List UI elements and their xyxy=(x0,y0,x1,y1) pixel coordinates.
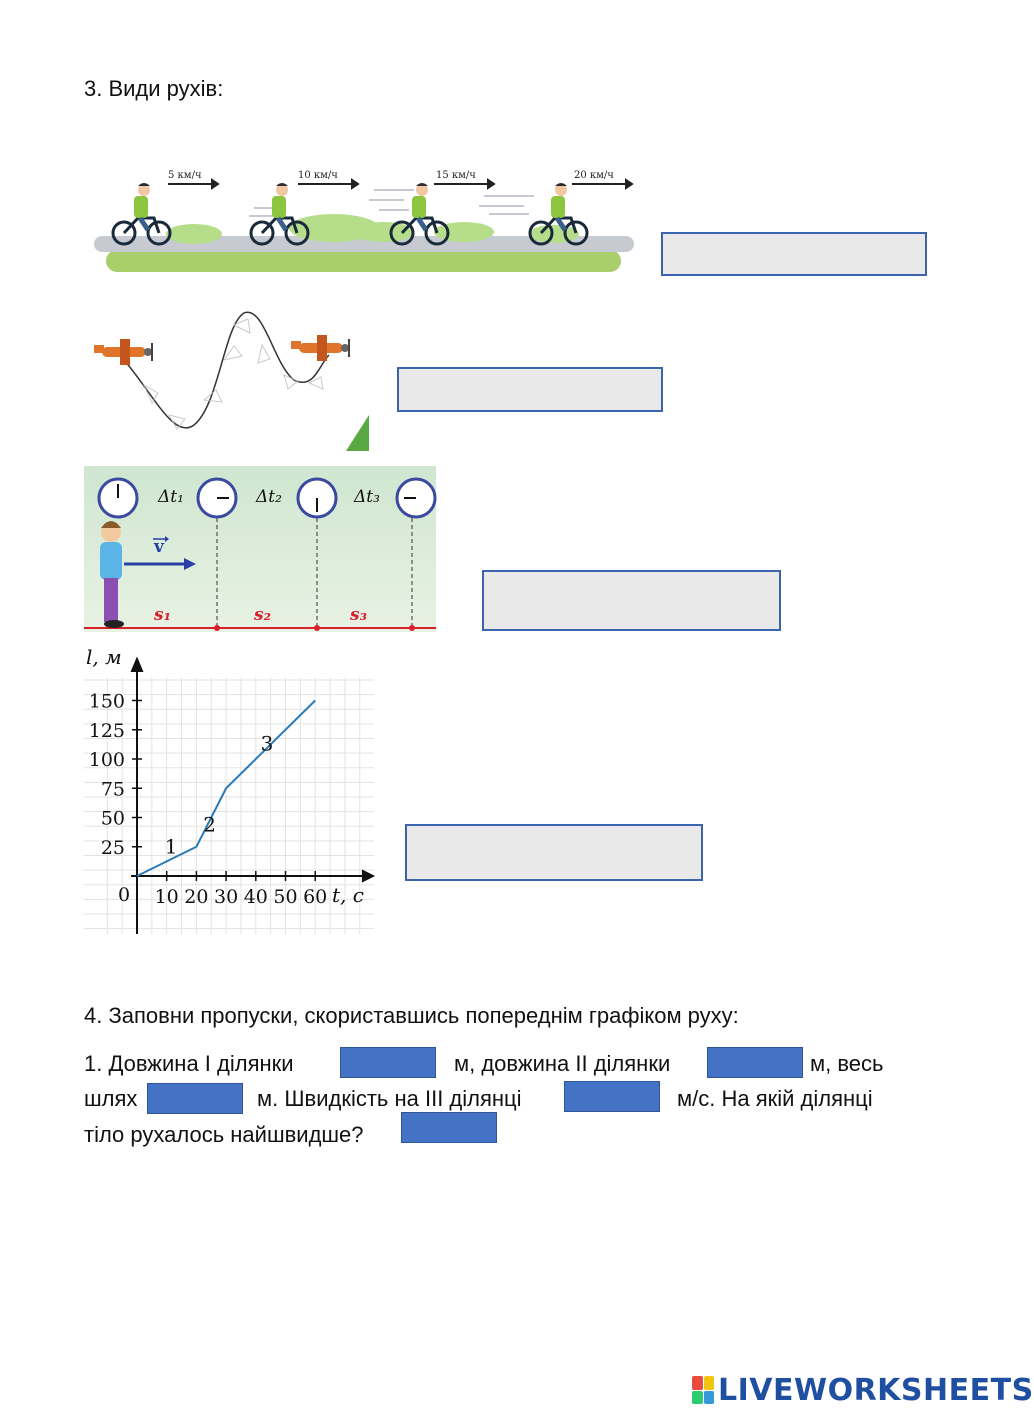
answer-box-2[interactable] xyxy=(397,367,663,412)
x-tick-label: 40 xyxy=(243,886,268,908)
section-4-title: 4. Заповни пропуски, скориставшись попереднім графіком руху: xyxy=(84,1003,739,1028)
speed-label: 15 км/ч xyxy=(436,170,476,181)
section-3-title: 3. Види рухів: xyxy=(84,76,224,101)
x-axis-arrow xyxy=(363,871,373,881)
answer-box-3[interactable] xyxy=(482,570,781,631)
y-tick-label: 100 xyxy=(88,749,125,771)
speed-label: 10 км/ч xyxy=(298,170,338,181)
x-tick-label: 60 xyxy=(303,886,328,908)
blank-input-5[interactable] xyxy=(401,1112,497,1143)
segment-label: 2 xyxy=(203,812,216,837)
chart-svg xyxy=(84,644,374,936)
sentence-part: тіло рухалось найшвидше? xyxy=(84,1122,364,1147)
x-tick-label: 30 xyxy=(214,886,239,908)
sentence-part: м, весь xyxy=(810,1051,884,1076)
x-tick-label: 50 xyxy=(273,886,298,908)
distance-label: s₁ xyxy=(154,605,172,625)
speed-label: 5 км/ч xyxy=(168,170,202,181)
interval-label: Δt₁ xyxy=(158,487,184,507)
answer-box-1[interactable] xyxy=(661,232,927,276)
sentence-part: шлях xyxy=(84,1086,138,1111)
y-tick-label: 125 xyxy=(88,719,125,742)
distance-label: s₃ xyxy=(350,605,368,625)
blank-input-4[interactable] xyxy=(564,1081,660,1112)
blank-input-1[interactable] xyxy=(340,1047,436,1078)
y-axis-label: l, м xyxy=(86,645,122,669)
sentence-part: м, довжина II ділянки xyxy=(454,1051,671,1076)
sentence-part: 1. Довжина I ділянки xyxy=(84,1051,294,1076)
y-tick-label: 50 xyxy=(100,807,125,830)
liveworksheets-logo xyxy=(692,1372,1034,1408)
y-tick-label: 75 xyxy=(100,778,125,801)
plane-picture xyxy=(84,305,369,451)
x-tick-label: 10 xyxy=(154,886,179,908)
logo-text: LIVEWORKSHEETS xyxy=(718,1372,1034,1408)
segment-label: 1 xyxy=(164,834,178,859)
velocity-label: v xyxy=(154,537,164,557)
x-tick-label: 20 xyxy=(184,886,209,908)
y-axis-arrow xyxy=(132,659,142,671)
origin-label: 0 xyxy=(118,884,131,906)
speed-label: 20 км/ч xyxy=(574,170,614,181)
sentence-part: м/с. На якій ділянці xyxy=(677,1086,873,1111)
sentence-part: м. Швидкість на III ділянці xyxy=(257,1086,522,1111)
interval-label: Δt₂ xyxy=(256,487,282,507)
logo-icon xyxy=(692,1376,714,1404)
cyclists-picture xyxy=(84,150,634,280)
y-tick-label: 150 xyxy=(88,690,125,713)
cyclists-illustration xyxy=(84,150,634,280)
blank-input-3[interactable] xyxy=(147,1083,243,1114)
y-tick-label: 25 xyxy=(100,836,125,859)
distance-label: s₂ xyxy=(254,605,272,625)
plane-trajectory-illustration xyxy=(84,305,369,451)
answer-box-4[interactable] xyxy=(405,824,703,881)
distance-time-chart xyxy=(84,644,374,936)
uniform-motion-illustration xyxy=(84,466,436,632)
blank-input-2[interactable] xyxy=(707,1047,803,1078)
interval-label: Δt₃ xyxy=(354,487,380,507)
x-axis-label: t, с xyxy=(332,883,364,907)
walker-picture xyxy=(84,466,436,632)
segment-label: 3 xyxy=(260,731,274,756)
